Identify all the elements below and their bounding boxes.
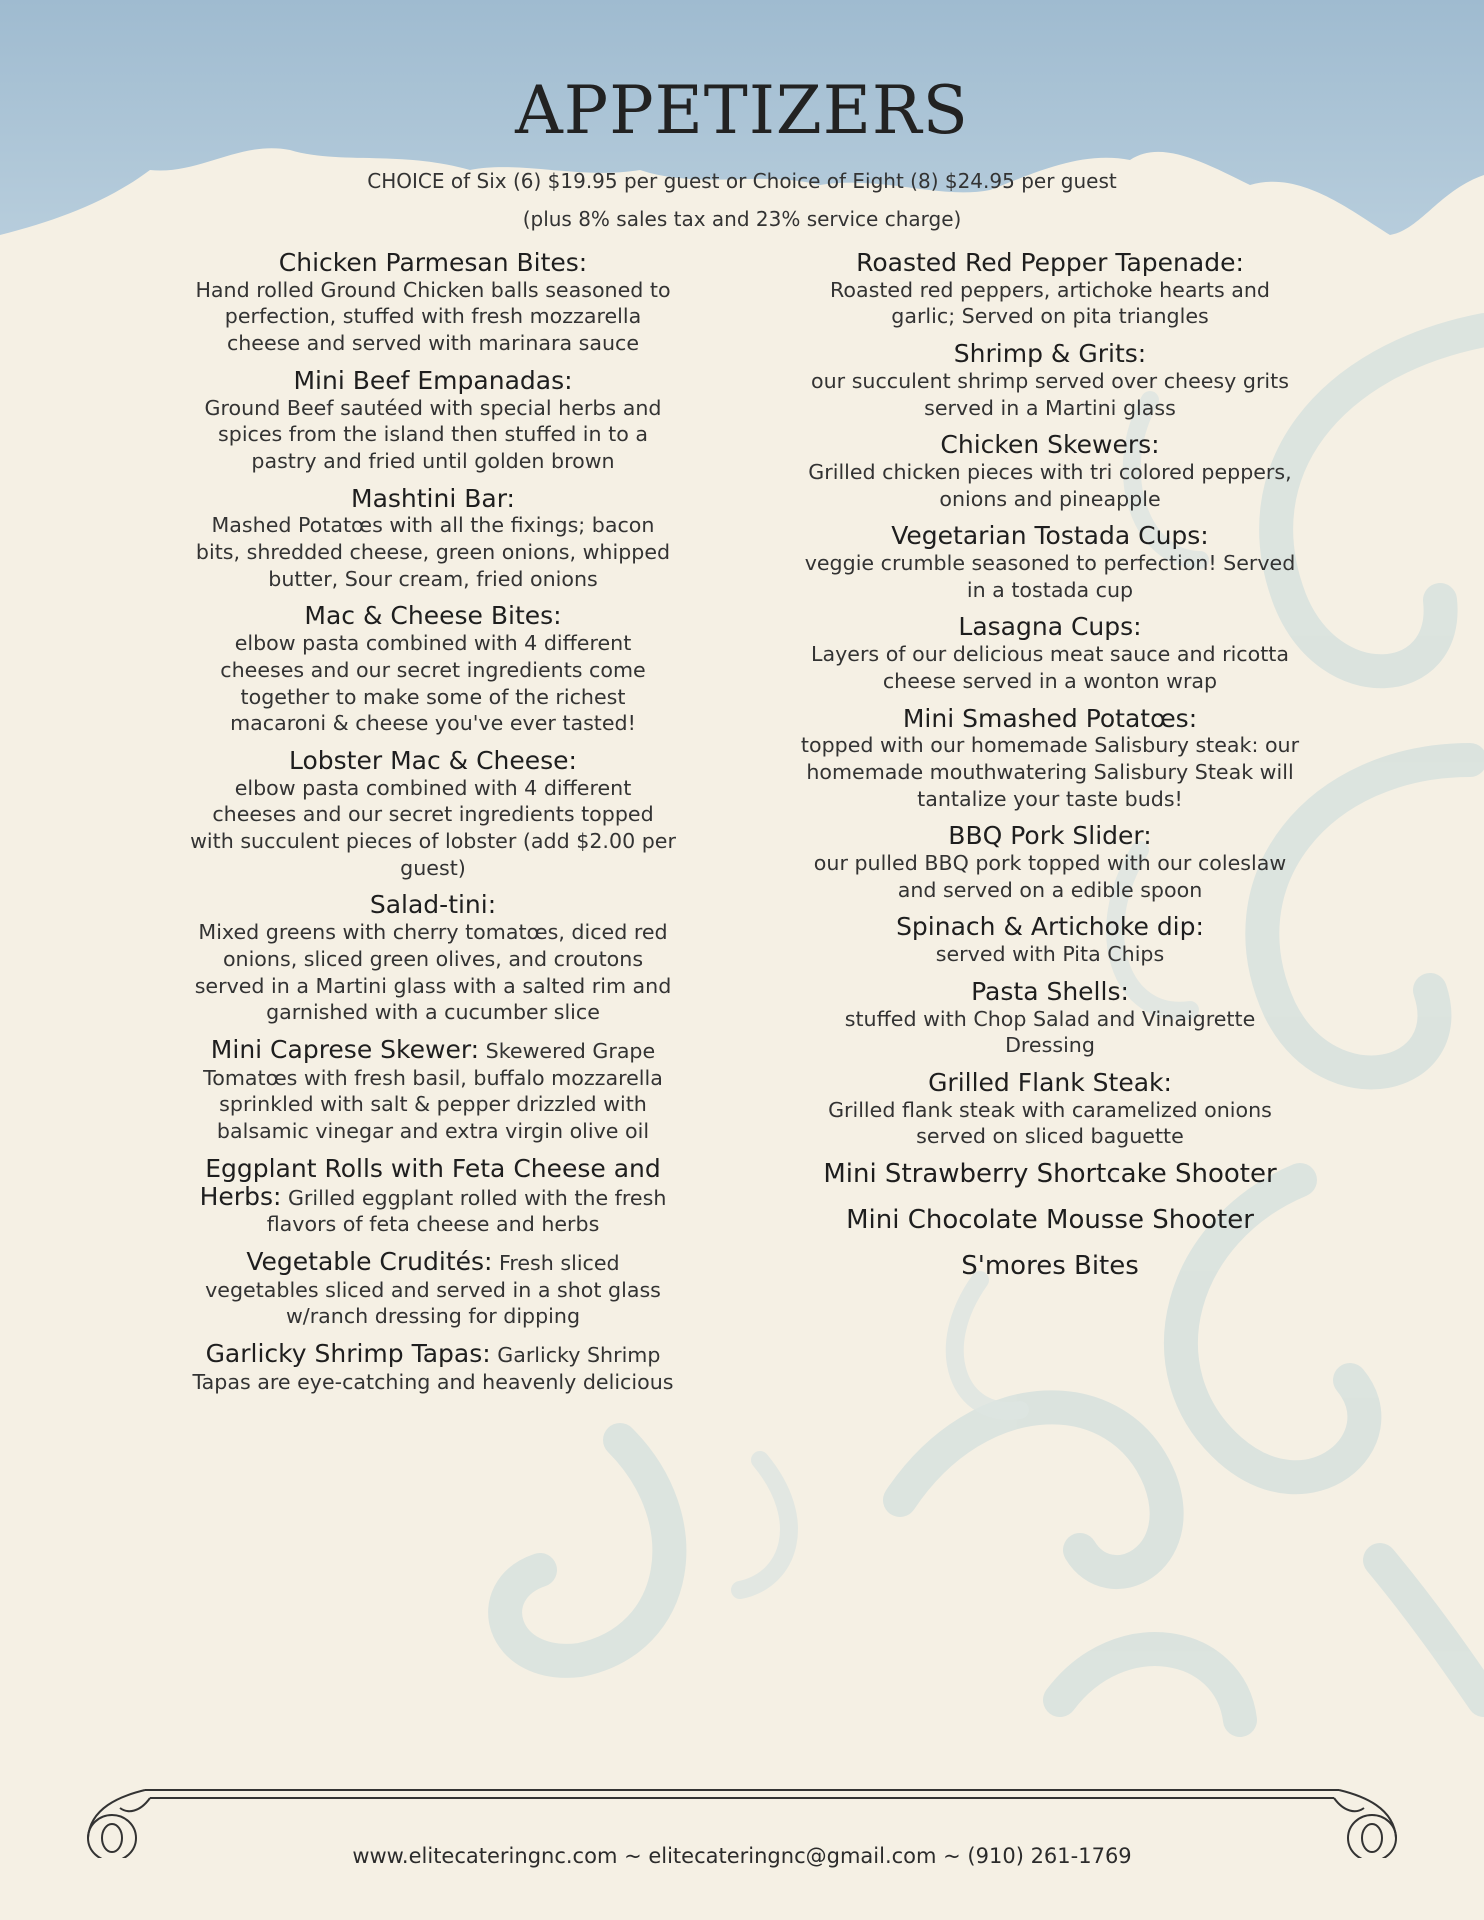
item-description: stuffed with Chop Salad and Vinaigrette Dressing (844, 1006, 1256, 1058)
item-description: Grilled flank steak with caramelized onions served on sliced baguette (828, 1097, 1272, 1149)
item-description: veggie crumble seasoned to perfection! Served in a tostada cup (804, 551, 1296, 602)
menu-item (800, 523, 1300, 603)
item-name: Lasagna Cups: (958, 612, 1142, 642)
item-description: Grilled eggplant rolled with the fresh flavors of feta cheese and herbs (266, 1185, 667, 1237)
menu-item-extra (800, 1204, 1300, 1235)
item-name: Lobster Mac & Cheese: (288, 745, 577, 775)
menu-item (190, 1034, 676, 1145)
item-name: Mini Beef Empanadas: (293, 365, 573, 395)
item-name: Mashtini Bar: (351, 483, 515, 513)
menu-item (190, 1341, 676, 1395)
item-description: Garlicky Shrimp Tapas are eye-catching and heavenly delicious (192, 1343, 674, 1394)
item-name: Mini Smashed Potatœs: (902, 703, 1198, 733)
menu-item (190, 365, 676, 475)
menu-item (800, 703, 1300, 813)
item-name: Salad-tini: (369, 890, 497, 920)
menu-item (800, 341, 1300, 421)
menu-item (190, 250, 676, 357)
item-description: Hand rolled Ground Chicken balls seasoned to perfection, stuffed with fresh mozzarella cheese and served with marinara sauce (195, 277, 671, 356)
item-description: Ground Beef sautéed with special herbs and spices from the island then stuffed in to a pastry and fried until golden brown (204, 395, 662, 473)
item-description: Roasted red peppers, artichoke hearts and garlic; Served on pita triangles (829, 277, 1270, 329)
item-name: Roasted Red Pepper Tapenade: (856, 248, 1244, 277)
left-menu-column (190, 250, 676, 1406)
menu-item (190, 1246, 676, 1330)
item-name: Mini Caprese Skewer: (210, 1034, 480, 1064)
item-description: served with Pita Chips (935, 942, 1165, 967)
page-title: APPETIZERS (515, 72, 969, 149)
item-name: Mini Strawberry Shortcake Shooter (823, 1159, 1277, 1190)
item-description: Layers of our delicious meat sauce and ricotta cheese served in a wonton wrap (811, 642, 1289, 693)
menu-item-extra (800, 1250, 1300, 1281)
menu-item-extra (800, 1161, 1300, 1188)
item-description: Skewered Grape Tomatœs with fresh basil, buffalo mozzarella sprinkled with salt & pepper drizzled with balsamic vinegar and extra virgin olive oil (203, 1038, 663, 1144)
menu-item (190, 483, 676, 593)
item-name: BBQ Pork Slider: (948, 821, 1152, 851)
item-description: our succulent shrimp served over cheesy grits served in a Martini glass (811, 368, 1289, 420)
right-menu-column (800, 250, 1300, 1298)
item-name: Grilled Flank Steak: (928, 1067, 1172, 1097)
item-name: Spinach & Artichoke dip: (896, 912, 1204, 942)
item-name: Vegetarian Tostada Cups: (891, 521, 1209, 551)
item-name: S'mores Bites (961, 1250, 1139, 1281)
item-name: Vegetable Crudités: (246, 1246, 493, 1276)
item-name: Chicken Parmesan Bites: (278, 248, 588, 277)
menu-item (190, 745, 676, 882)
item-description: elbow pasta combined with 4 different cheeses and our secret ingredients topped with succulent pieces of lobster (add $2.00 per guest) (190, 775, 676, 880)
item-name: Eggplant Rolls with Feta Cheese and Herbs: (199, 1153, 661, 1211)
item-description: topped with our homemade Salisbury steak: our homemade mouthwatering Salisbury Steak will tantalize your taste buds! (800, 733, 1300, 811)
pricing-subtitle: CHOICE of Six (6) $19.95 per guest or Choice of Eight (8) $24.95 per guest (367, 169, 1117, 193)
item-description: Mixed greens with cherry tomatœs, diced red onions, sliced green olives, and croutons served in a Martini glass with a salted rim and garnished with a cucumber slice (194, 920, 672, 1025)
item-description: elbow pasta combined with 4 different cheeses and our secret ingredients come together to make some of the richest macaroni & cheese you've ever tasted! (220, 631, 646, 736)
item-name: Mini Chocolate Mousse Shooter (846, 1204, 1254, 1235)
menu-item (800, 1067, 1300, 1150)
item-description: our pulled BBQ pork topped with our coleslaw and served on a edible spoon (813, 851, 1287, 902)
item-description: Mashed Potatœs with all the fixings; bacon bits, shredded cheese, green onions, whipped butter, Sour cream, fried onions (195, 513, 671, 591)
item-description: Grilled chicken pieces with tri colored peppers, onions and pineapple (808, 459, 1292, 511)
contact-footer: www.elitecateringnc.com ~ elitecateringnc@gmail.com ~ (910) 261-1769 (352, 1844, 1132, 1868)
item-name: Garlicky Shrimp Tapas: (205, 1339, 491, 1369)
menu-item (800, 823, 1300, 903)
menu-item (800, 432, 1300, 512)
menu-item (190, 1153, 676, 1238)
menu-item (190, 603, 676, 737)
menu-item (800, 914, 1300, 967)
item-name: Shrimp & Grits: (953, 339, 1147, 369)
item-name: Mac & Cheese Bites: (304, 601, 562, 631)
menu-item (800, 614, 1300, 694)
item-description: Fresh sliced vegetables sliced and served in a shot glass w/ranch dressing for dipping (205, 1250, 661, 1329)
item-name: Chicken Skewers: (940, 430, 1160, 460)
menu-item (800, 250, 1300, 330)
menu-item (190, 892, 676, 1026)
menu-item (800, 976, 1300, 1059)
item-name: Pasta Shells: (971, 976, 1129, 1006)
tax-note: (plus 8% sales tax and 23% service charge) (522, 207, 962, 231)
